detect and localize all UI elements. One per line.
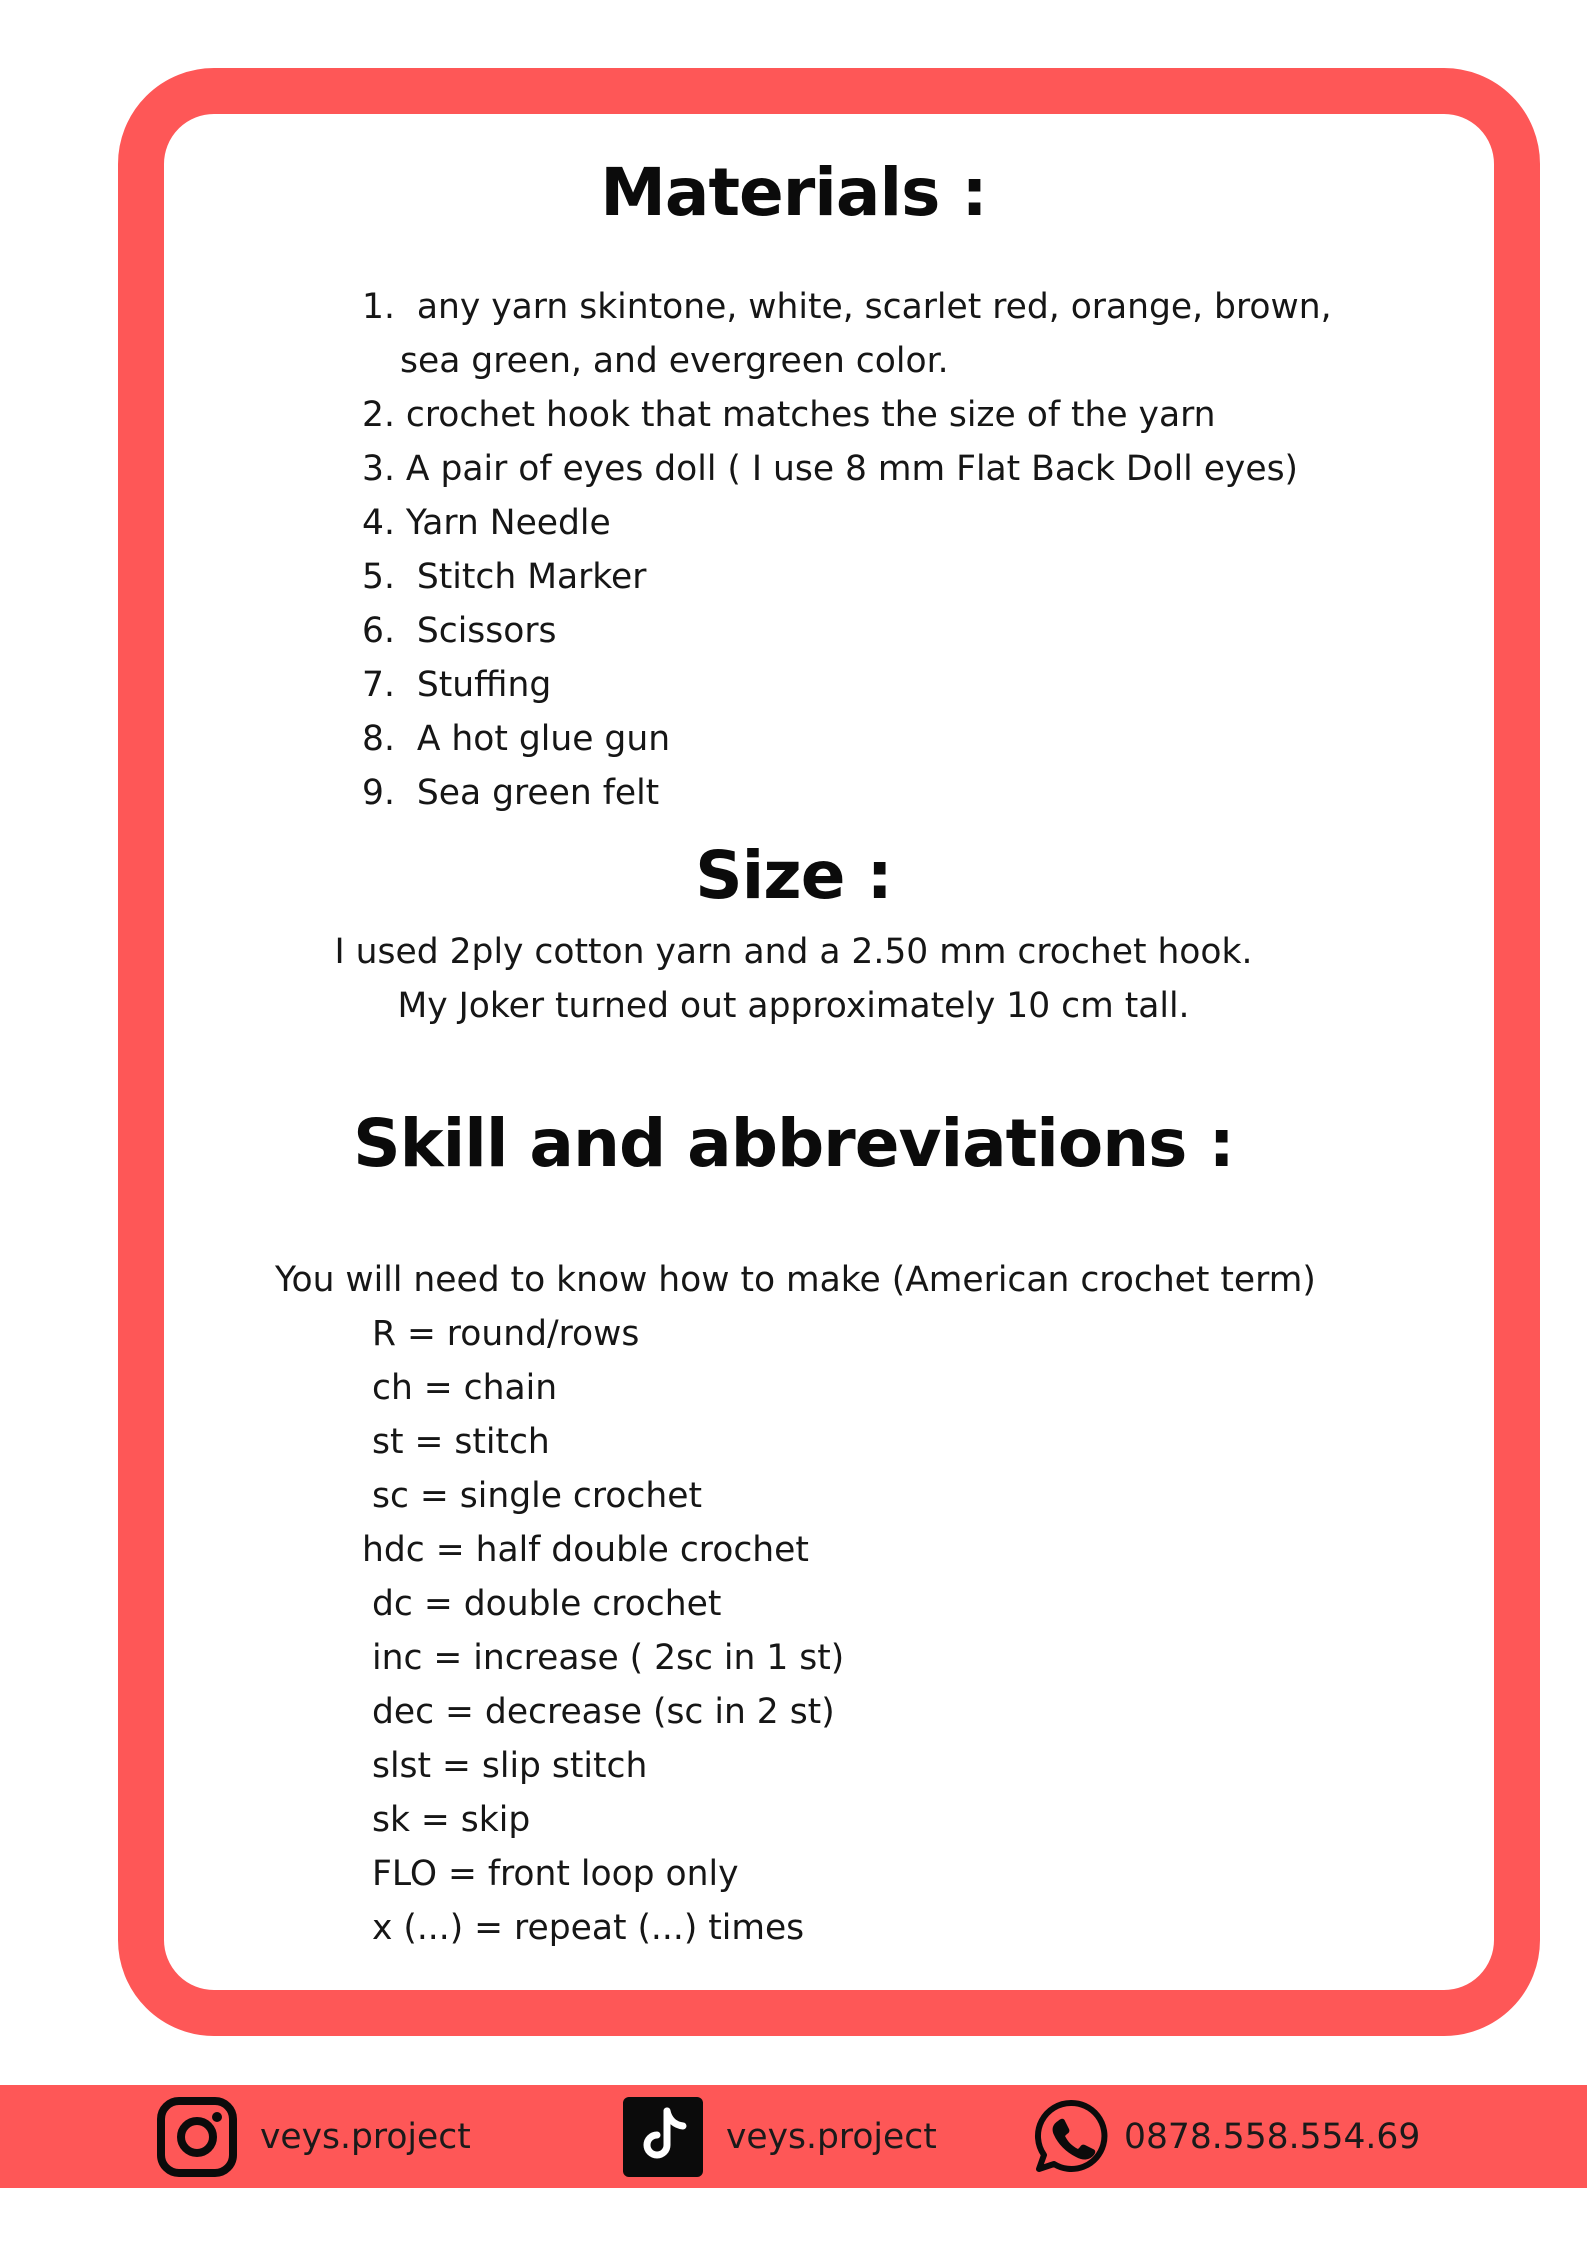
- tiktok-link[interactable]: [622, 2095, 937, 2179]
- item-number: 7.: [362, 665, 395, 705]
- item-text: x (...) = repeat (...) times: [372, 1908, 805, 1948]
- whatsapp-icon: [1030, 2096, 1112, 2178]
- materials-list: [362, 280, 1362, 820]
- item-text: sea green, and evergreen color.: [400, 341, 949, 381]
- item-text: A hot glue gun: [416, 719, 671, 759]
- item-number: 3.: [362, 449, 395, 489]
- list-item: [362, 388, 1362, 442]
- list-item: [362, 712, 1362, 766]
- item-text: crochet hook that matches the size of the yarn: [405, 395, 1216, 435]
- item-text: Stitch Marker: [416, 557, 647, 597]
- skills-heading: Skill and abbreviations :: [353, 1105, 1234, 1182]
- list-item: [362, 280, 1362, 334]
- item-text: st = stitch: [372, 1422, 550, 1462]
- item-text: slst = slip stitch: [372, 1746, 648, 1786]
- list-item: [362, 496, 1362, 550]
- item-number: 1.: [362, 287, 395, 327]
- tiktok-handle: veys.project: [726, 2117, 937, 2157]
- item-text: hdc = half double crochet: [362, 1530, 809, 1570]
- item-text: inc = increase ( 2sc in 1 st): [372, 1638, 845, 1678]
- whatsapp-number: 0878.558.554.69: [1124, 2117, 1421, 2157]
- item-text: A pair of eyes doll ( I use 8 mm Flat Back Doll eyes): [405, 449, 1299, 489]
- item-text: Scissors: [416, 611, 557, 651]
- item-text: Stuffing: [416, 665, 552, 705]
- size-line: I used 2ply cotton yarn and a 2.50 mm crochet hook.: [334, 932, 1253, 972]
- item-text: ch = chain: [372, 1368, 558, 1408]
- item-number: 6.: [362, 611, 395, 651]
- item-number: 2.: [362, 395, 395, 435]
- whatsapp-link[interactable]: [1030, 2095, 1420, 2179]
- list-item: [362, 658, 1362, 712]
- item-number: 4.: [362, 503, 395, 543]
- item-text: Sea green felt: [416, 773, 660, 813]
- item-number: 8.: [362, 719, 395, 759]
- instagram-handle: veys.project: [260, 2117, 471, 2157]
- list-item: [362, 550, 1362, 604]
- list-item: [362, 442, 1362, 496]
- list-item: [362, 604, 1362, 658]
- list-item: [362, 766, 1362, 820]
- item-text: sk = skip: [372, 1800, 531, 1840]
- item-text: dc = double crochet: [372, 1584, 722, 1624]
- size-description: [0, 925, 1587, 1033]
- item-text: Yarn Needle: [405, 503, 611, 543]
- materials-heading: Materials :: [600, 154, 987, 231]
- item-number: 5.: [362, 557, 395, 597]
- item-text: R = round/rows: [372, 1314, 640, 1354]
- instagram-icon: [156, 2096, 238, 2178]
- skills-intro: You will need to know how to make (American crochet term): [275, 1260, 1316, 1300]
- item-text: any yarn skintone, white, scarlet red, orange, brown,: [416, 287, 1332, 327]
- size-line: My Joker turned out approximately 10 cm tall.: [397, 986, 1190, 1026]
- size-heading: Size :: [695, 837, 892, 914]
- item-number: 9.: [362, 773, 395, 813]
- item-text: sc = single crochet: [372, 1476, 702, 1516]
- item-text: FLO = front loop only: [372, 1854, 739, 1894]
- tiktok-icon: [622, 2096, 704, 2178]
- instagram-link[interactable]: [156, 2095, 471, 2179]
- list-item-continuation: [362, 334, 1362, 388]
- item-text: dec = decrease (sc in 2 st): [372, 1692, 835, 1732]
